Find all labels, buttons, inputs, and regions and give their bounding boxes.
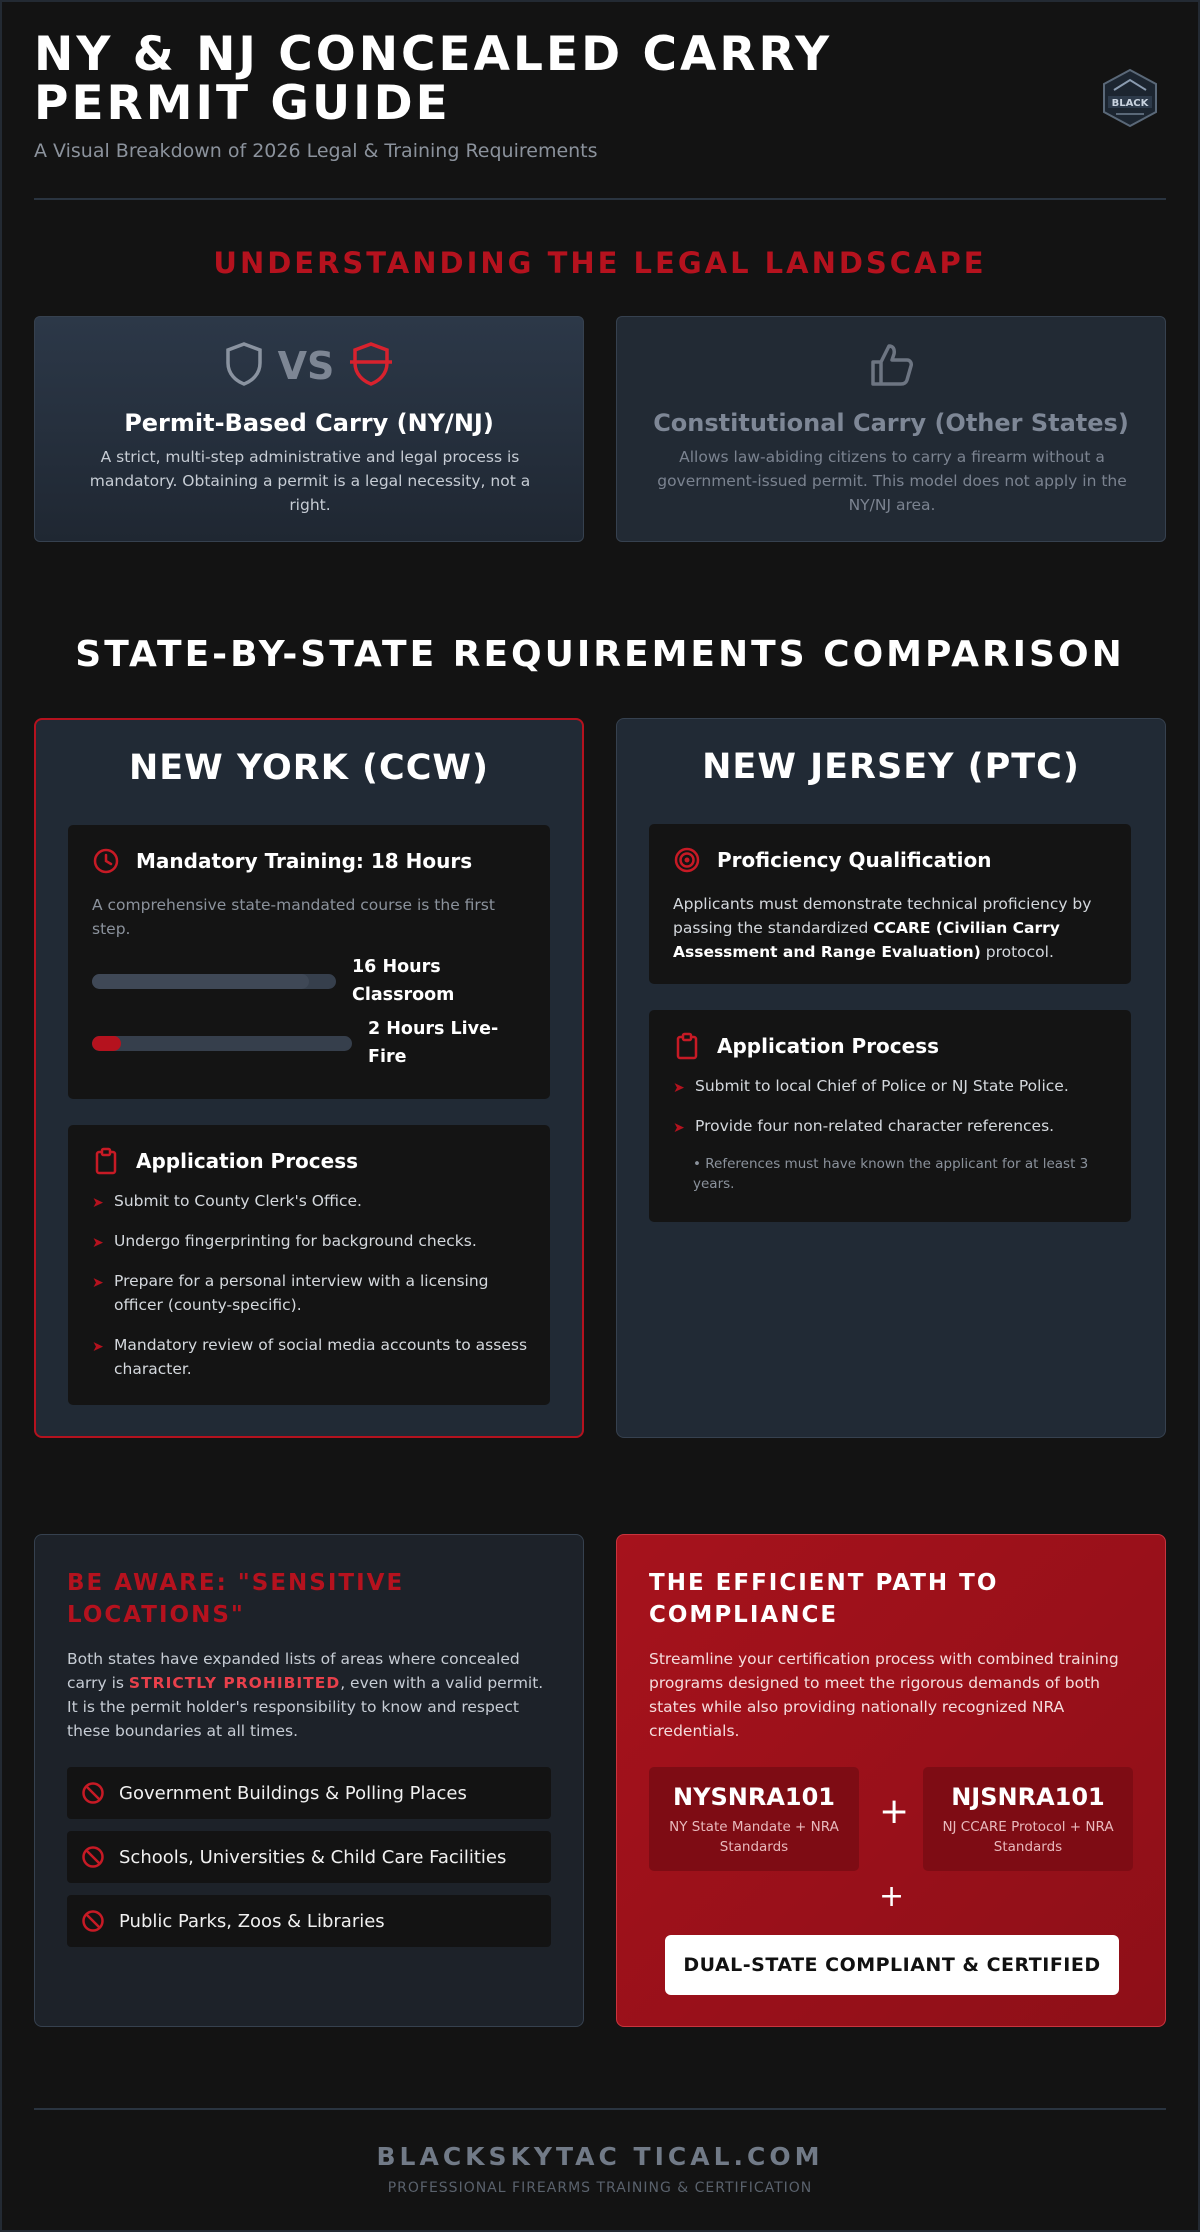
- footer-tagline: PROFESSIONAL FIREARMS TRAINING & CERTIFICATION: [387, 2180, 813, 2196]
- target-icon: [673, 846, 701, 874]
- arrow-icon: ➤: [92, 1339, 104, 1355]
- arrow-icon: ➤: [92, 1235, 104, 1251]
- ny-training-heading: Mandatory Training: 18 Hours: [136, 849, 473, 873]
- location-item: [67, 1767, 551, 1819]
- constitutional-carry-card: [616, 316, 1166, 542]
- list-item: ➤ Undergo fingerprinting for background checks.: [92, 1229, 532, 1253]
- prohibited-icon: [81, 1845, 105, 1869]
- location-label: Public Parks, Zoos & Libraries: [119, 1910, 385, 1932]
- ny-application-steps: [92, 1189, 532, 1397]
- classroom-hours-fill: [92, 974, 309, 989]
- course-card-ny: [649, 1767, 859, 1871]
- course-code: NJSNRA101: [951, 1783, 1105, 1811]
- classroom-hours-label: 16 Hours Classroom: [352, 957, 455, 1005]
- plus-icon: +: [879, 1791, 910, 1832]
- location-item: [67, 1831, 551, 1883]
- vs-label: VS: [277, 344, 335, 388]
- footer-divider: [34, 2108, 1166, 2110]
- new-york-column: [34, 718, 584, 1438]
- sensitive-locations-card: [34, 1534, 584, 2027]
- list-item: ➤ Provide four non-related character references.: [673, 1114, 1113, 1138]
- shield-slash-icon: [348, 341, 394, 391]
- brand-logo: [1094, 62, 1166, 134]
- list-item: ➤ Submit to local Chief of Police or NJ State Police.: [673, 1074, 1113, 1098]
- clipboard-icon: [673, 1032, 701, 1060]
- permit-carry-text: A strict, multi-step administrative and legal process is mandatory. Obtaining a permit is a legal necessity, not a right.: [89, 448, 531, 514]
- page-subtitle: A Visual Breakdown of 2026 Legal & Training Requirements: [34, 140, 598, 162]
- location-label: Government Buildings & Polling Places: [119, 1782, 467, 1804]
- clock-icon: [92, 847, 120, 875]
- dual-state-badge: DUAL-STATE COMPLIANT & CERTIFIED: [665, 1935, 1119, 1995]
- page-title: NY & NJ CONCEALED CARRY PERMIT GUIDE: [34, 27, 833, 131]
- ny-training-text: A comprehensive state-mandated course is the first step.: [92, 896, 495, 938]
- comparison-title: STATE-BY-STATE REQUIREMENTS COMPARISON: [75, 634, 1125, 675]
- new-york-title: NEW YORK (CCW): [128, 748, 490, 788]
- list-item: ➤ Mandatory review of social media accounts to assess character.: [92, 1336, 528, 1378]
- classroom-hours-bar: [92, 974, 336, 989]
- nj-references-note: • References must have known the applicant for at least 3 years.: [693, 1156, 1089, 1192]
- compliance-path-title: THE EFFICIENT PATH TO COMPLIANCE: [649, 1570, 999, 1628]
- nj-proficiency-panel: [649, 824, 1131, 984]
- new-jersey-title: NEW JERSEY (PTC): [702, 747, 1080, 787]
- nj-application-heading: Application Process: [717, 1034, 940, 1058]
- sensitive-locations-title: BE AWARE: "SENSITIVE LOCATIONS": [67, 1570, 405, 1628]
- constitutional-carry-heading: Constitutional Carry (Other States): [653, 409, 1129, 437]
- nj-proficiency-text: Applicants must demonstrate technical proficiency by passing the standardized CCARE (Civilian Carry Assessment and Range Evaluation) protocol.: [673, 895, 1092, 961]
- ny-training-panel: [68, 825, 550, 1099]
- prohibited-icon: [81, 1909, 105, 1933]
- ny-application-panel: [68, 1125, 550, 1405]
- header-divider: [34, 198, 1166, 200]
- location-item: [67, 1895, 551, 1947]
- logo-text: BLACK: [1111, 98, 1149, 109]
- classroom-hours-row: [92, 953, 502, 1009]
- live-fire-hours-row: [92, 1015, 518, 1071]
- list-item: ➤ Prepare for a personal interview with a licensing officer (county-specific).: [92, 1272, 489, 1314]
- course-description: NJ CCARE Protocol + NRA Standards: [942, 1819, 1114, 1855]
- nj-application-steps: [673, 1074, 1113, 1154]
- constitutional-carry-text: Allows law-abiding citizens to carry a firearm without a government-issued permit. This model does not apply in the NY/NJ area.: [657, 448, 1127, 514]
- location-label: Schools, Universities & Child Care Facilities: [119, 1846, 507, 1868]
- live-fire-hours-label: 2 Hours Live-Fire: [368, 1019, 499, 1067]
- new-jersey-column: [616, 718, 1166, 1438]
- thumbs-up-icon: [867, 340, 915, 392]
- clipboard-icon: [92, 1147, 120, 1175]
- nj-application-panel: [649, 1010, 1131, 1222]
- permit-carry-card: [34, 316, 584, 542]
- arrow-icon: ➤: [673, 1120, 685, 1136]
- course-card-nj: [923, 1767, 1133, 1871]
- footer-brand: BLACKSKYTAC TICAL.COM: [376, 2142, 824, 2171]
- live-fire-hours-bar: [92, 1036, 352, 1051]
- plus-icon: +: [879, 1879, 905, 1914]
- live-fire-hours-fill: [92, 1036, 121, 1051]
- arrow-icon: ➤: [673, 1080, 685, 1096]
- course-description: NY State Mandate + NRA Standards: [669, 1819, 839, 1855]
- landscape-title: UNDERSTANDING THE LEGAL LANDSCAPE: [213, 246, 987, 280]
- permit-carry-heading: Permit-Based Carry (NY/NJ): [124, 409, 494, 437]
- compliance-path-card: [616, 1534, 1166, 2027]
- list-item: ➤ Submit to County Clerk's Office.: [92, 1189, 532, 1213]
- arrow-icon: ➤: [92, 1275, 104, 1291]
- prohibited-icon: [81, 1781, 105, 1805]
- arrow-icon: ➤: [92, 1195, 104, 1211]
- shield-icon: [224, 341, 264, 391]
- course-code: NYSNRA101: [673, 1783, 835, 1811]
- ny-application-heading: Application Process: [136, 1149, 359, 1173]
- sensitive-locations-text: Both states have expanded lists of areas where concealed carry is STRICTLY PROHIBITED, even with a valid permit. It is the permit holder's responsibility to know and respect these boundaries at all times.: [67, 1650, 544, 1740]
- nj-proficiency-heading: Proficiency Qualification: [717, 848, 992, 872]
- compliance-path-text: Streamline your certification process with combined training programs designed to meet the rigorous demands of both states while also providing nationally recognized NRA credentials.: [649, 1650, 1119, 1740]
